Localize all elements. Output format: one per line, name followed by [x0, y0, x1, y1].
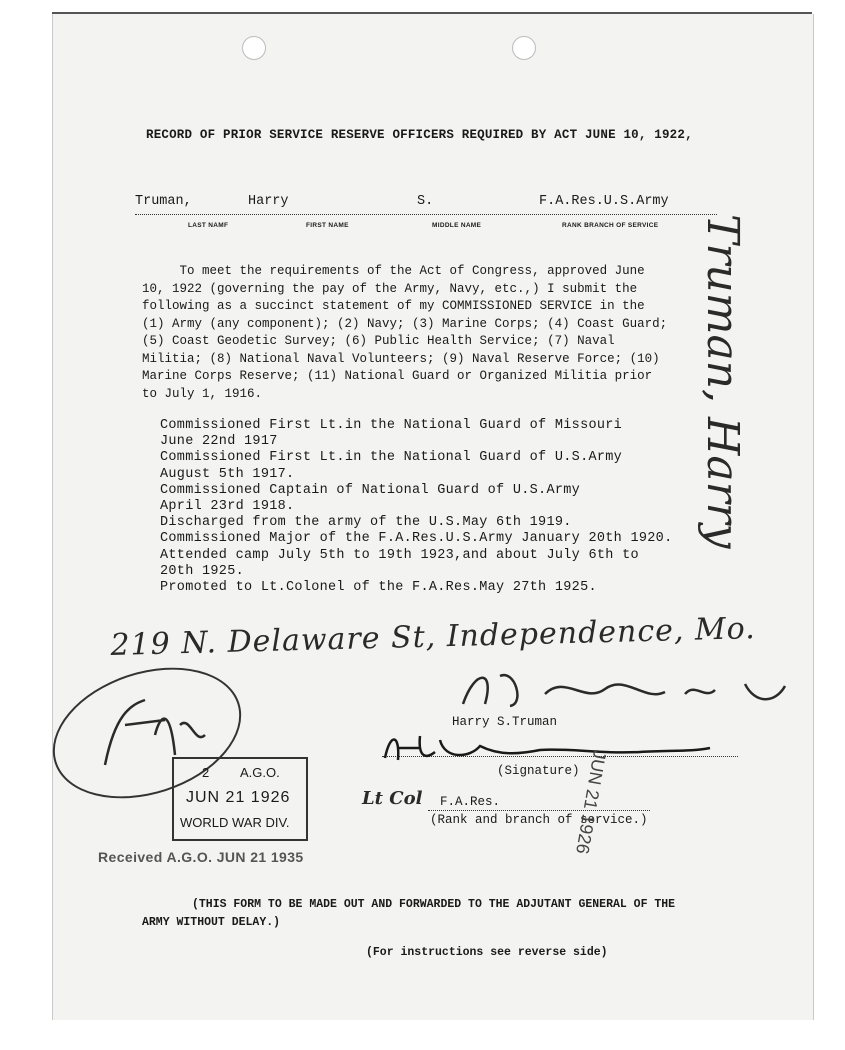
intro-line: following as a succinct statement of my COMMISSIONED SERVICE in the — [142, 299, 645, 313]
service-line: April 23rd 1918. — [160, 499, 295, 515]
handwritten-rank: Lt Col — [362, 788, 423, 809]
rank-caption: (Rank and branch of service.) — [430, 813, 648, 827]
rank-caption: RANK BRANCH OF SERVICE — [562, 222, 659, 229]
first-name-value: Harry — [248, 194, 289, 209]
stamp-office: A.G.O. — [240, 765, 280, 780]
first-name-caption: FIRST NAME — [306, 222, 349, 229]
received-stamp: Received A.G.O. JUN 21 1935 — [98, 849, 304, 865]
intro-line: 10, 1922 (governing the pay of the Army, Navy, etc.,) I submit the — [142, 281, 638, 296]
footer-line: ARMY WITHOUT DELAY.) — [142, 916, 281, 929]
stamp-number: 2 — [202, 765, 210, 780]
rank-line — [428, 810, 650, 811]
intro-line: (5) Coast Geodetic Survey; (6) Public Health Service; (7) Naval — [142, 334, 615, 348]
rotated-date-stamp: JUN 21 1926 — [572, 748, 610, 856]
service-line: Commissioned First Lt.in the National Guard of Missouri — [160, 418, 623, 433]
footer-line: (THIS FORM TO BE MADE OUT AND FORWARDED TO THE ADJUTANT GENERAL OF THE — [192, 898, 676, 911]
stamp-date: JUN 21 1926 — [186, 789, 291, 806]
service-statement — [160, 418, 672, 596]
ago-stamp — [172, 757, 308, 841]
service-line: Promoted to Lt.Colonel of the F.A.Res.May 27th 1925. — [160, 580, 597, 596]
intro-line: Marine Corps Reserve; (11) National Guard or Organized Militia prior — [142, 369, 653, 383]
service-line: June 22nd 1917 — [160, 434, 278, 450]
intro-line: to July 1, 1916. — [142, 386, 263, 401]
service-line: Discharged from the army of the U.S.May 6th 1919. — [160, 515, 572, 531]
service-line: Commissioned First Lt.in the National Guard of U.S.Army — [160, 450, 623, 466]
middle-name-value: S. — [417, 194, 434, 209]
handwritten-mark — [455, 664, 800, 714]
footer-instructions — [142, 896, 675, 932]
handwritten-address: 219 N. Delaware St, Independence, Mo. — [110, 611, 757, 663]
margin-handwritten-name: Truman, Harry — [697, 214, 748, 549]
punch-hole — [512, 36, 536, 60]
service-line: August 5th 1917. — [160, 466, 295, 482]
service-line: Commissioned Captain of National Guard of U.S.Army — [160, 482, 581, 498]
service-line: 20th 1925. — [160, 563, 245, 579]
rank-value: F.A.Res. — [440, 795, 501, 809]
last-name-caption: LAST NAMF — [188, 222, 229, 229]
service-line: Attended camp July 5th to 19th 1923,and about July 6th to — [160, 547, 639, 563]
footer-reverse-note: (For instructions see reverse side) — [366, 946, 608, 959]
middle-name-caption: MIDDLE NAME — [432, 222, 482, 229]
stamp-division: WORLD WAR DIV. — [180, 815, 290, 830]
intro-line: To meet the requirements of the Act of Congress, approved June — [142, 264, 645, 278]
service-line: Commissioned Major of the F.A.Res.U.S.Army January 20th 1920. — [160, 531, 673, 547]
form-title: RECORD OF PRIOR SERVICE RESERVE OFFICERS REQUIRED BY ACT JUNE 10, 1922, — [146, 128, 693, 142]
rank-branch-value: F.A.Res.U.S.Army — [539, 194, 669, 209]
signature-caption: (Signature) — [497, 764, 580, 778]
typed-name: Harry S.Truman — [452, 715, 558, 729]
intro-paragraph — [142, 263, 722, 403]
last-name-value: Truman, — [135, 194, 192, 209]
punch-hole — [242, 36, 266, 60]
name-line — [135, 194, 717, 215]
intro-line: Militia; (8) National Naval Volunteers; (9) Naval Reserve Force; (10) — [142, 351, 660, 366]
signature-mark — [380, 728, 730, 768]
intro-line: (1) Army (any component); (2) Navy; (3) Marine Corps; (4) Coast Guard; — [142, 316, 668, 331]
